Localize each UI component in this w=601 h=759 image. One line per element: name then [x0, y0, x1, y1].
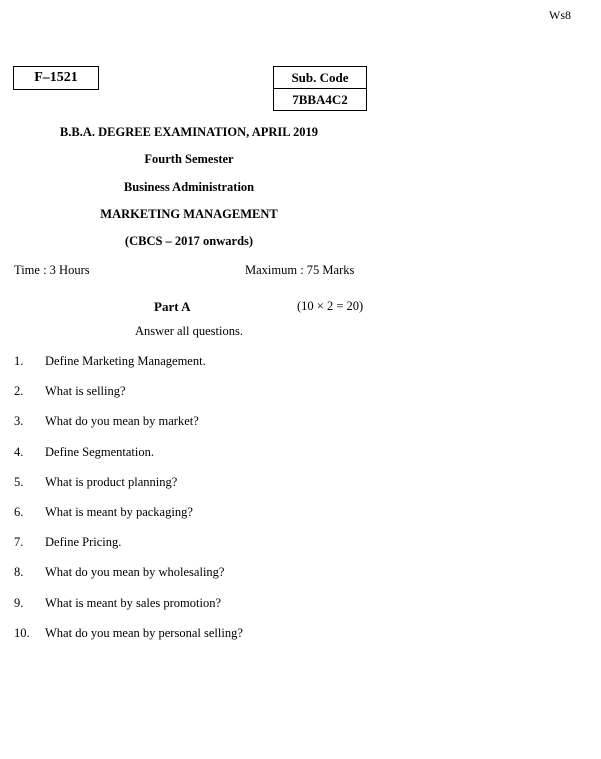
question-number: 1.	[14, 354, 24, 368]
question-number: 8.	[14, 565, 24, 580]
question-text: What do you mean by market?	[45, 414, 199, 429]
question-text: Define Pricing.	[45, 535, 122, 550]
semester: Fourth Semester	[144, 152, 234, 166]
corner-code: Ws8	[549, 8, 571, 22]
question-number: 3.	[14, 414, 24, 429]
question-item	[14, 626, 243, 656]
question-text: What is selling?	[45, 384, 126, 399]
question-text: What is meant by sales promotion?	[45, 595, 222, 610]
part-a-marks: (10 × 2 = 20)	[297, 299, 364, 313]
question-number: 10.	[14, 625, 30, 640]
question-item	[14, 475, 243, 505]
question-item	[14, 445, 243, 475]
question-item	[14, 505, 243, 535]
question-number: 9.	[14, 595, 24, 610]
time-allowed: Time : 3 Hours	[14, 263, 90, 277]
question-text: What is meant by packaging?	[45, 504, 193, 519]
max-marks: Maximum : 75 Marks	[245, 263, 355, 277]
question-number: 2.	[14, 384, 24, 399]
sub-code-box	[273, 66, 367, 111]
scheme: (CBCS – 2017 onwards)	[124, 234, 254, 248]
part-a-instruction: Answer all questions.	[135, 324, 243, 338]
question-item	[14, 596, 243, 626]
question-text: What do you mean by wholesaling?	[45, 565, 225, 580]
sub-code-label: Sub. Code	[291, 70, 349, 85]
question-text: Define Segmentation.	[45, 444, 154, 459]
sub-code-value: 7BBA4C2	[274, 88, 366, 110]
question-item	[14, 565, 243, 595]
question-list	[14, 354, 243, 656]
question-text: Define Marketing Management.	[45, 354, 206, 368]
question-item	[14, 354, 243, 384]
subject-title: MARKETING MANAGEMENT	[100, 207, 278, 221]
question-text: What do you mean by personal selling?	[45, 625, 243, 640]
question-text: What is product planning?	[45, 474, 178, 489]
exam-title: B.B.A. DEGREE EXAMINATION, APRIL 2019	[59, 125, 319, 139]
question-item	[14, 384, 243, 414]
department: Business Administration	[123, 180, 255, 194]
question-number: 6.	[14, 504, 24, 519]
question-number: 5.	[14, 474, 24, 489]
paper-code-box: F–1521	[13, 66, 99, 90]
question-number: 4.	[14, 444, 24, 459]
question-item	[14, 535, 243, 565]
part-a-title: Part A	[154, 299, 191, 314]
question-number: 7.	[14, 535, 24, 550]
question-item	[14, 414, 243, 444]
